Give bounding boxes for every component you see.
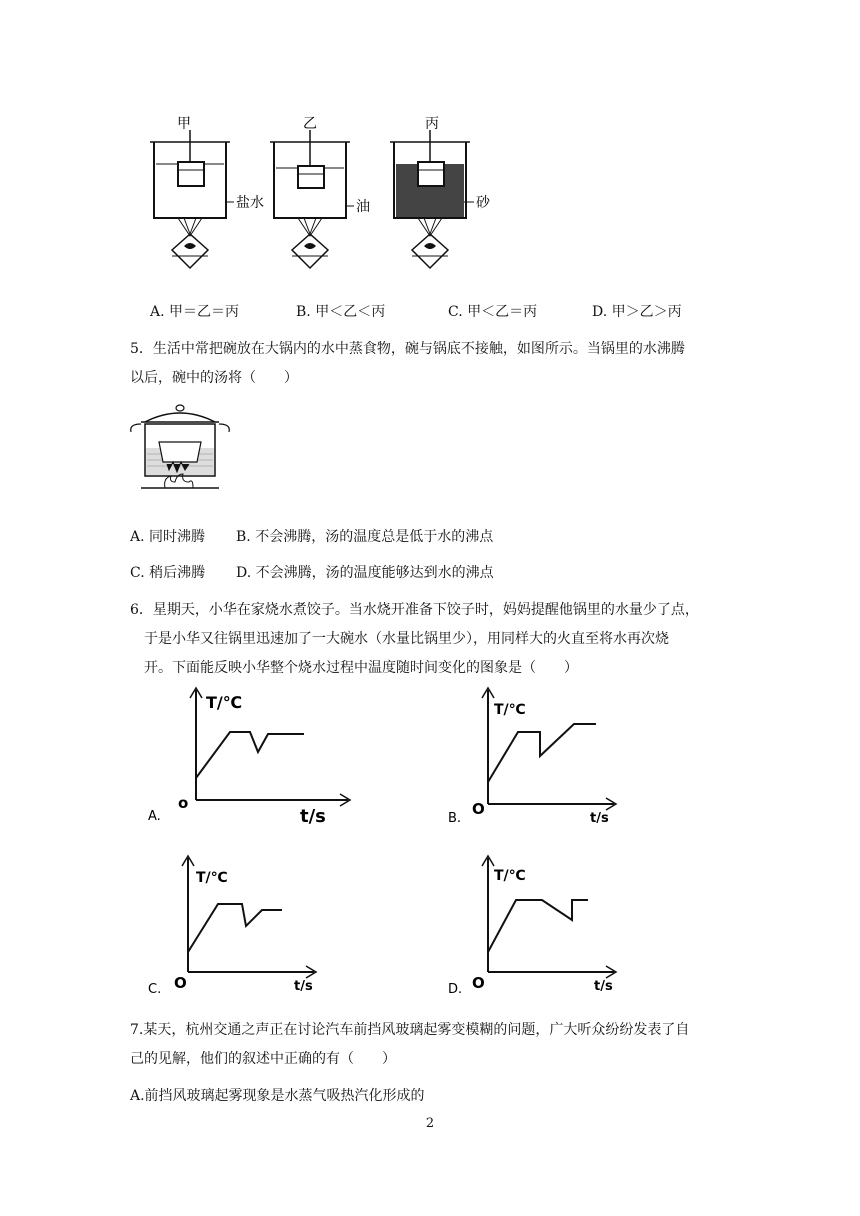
beaker-yi	[270, 116, 370, 268]
graph-c-xlabel: t/s	[294, 979, 313, 994]
q4-option-c: C. 甲＜乙＝丙	[448, 304, 538, 320]
q5-line-2: 以后，碗中的汤将（ ）	[130, 370, 298, 386]
q5-pot-figure	[125, 402, 235, 498]
graph-b-origin: O	[472, 800, 485, 818]
q4-beaker-figure	[140, 110, 500, 275]
graph-d-ylabel: T/℃	[494, 868, 526, 884]
graph-a-letter: A.	[148, 809, 161, 824]
q5-option-d: D. 不会沸腾，汤的温度能够达到水的沸点	[236, 565, 494, 581]
graph-a-origin: o	[178, 794, 189, 812]
graph-d-xlabel: t/s	[594, 979, 613, 994]
q6-graph-a	[140, 680, 380, 830]
q6-line-1: 6．星期天，小华在家烧水煮饺子。当水烧开准备下饺子时，妈妈提醒他锅里的水量少了点，	[130, 602, 699, 618]
liquid-label-sha: 砂	[476, 195, 490, 211]
q7-line-2: 己的见解，他们的叙述中正确的有（ ）	[130, 1051, 396, 1067]
q5-stem	[130, 335, 730, 393]
q6-line-2: 于是小华又往锅里迅速加了一大碗水（水量比锅里少），用同样大的火直至将水再次烧	[144, 631, 669, 647]
q7-stem	[130, 1016, 730, 1074]
q6-graph-b	[440, 680, 680, 830]
graph-d-letter: D.	[448, 982, 463, 997]
q4-option-b: B. 甲＜乙＜丙	[296, 304, 386, 320]
q6-graph-d	[440, 848, 680, 998]
graph-c-ylabel: T/℃	[196, 870, 228, 886]
graph-b-xlabel: t/s	[590, 811, 609, 826]
graph-a-ylabel: T/℃	[206, 693, 243, 712]
q4-option-d: D. 甲＞乙＞丙	[592, 304, 682, 320]
liquid-label-yanshui: 盐水	[236, 195, 264, 211]
q6-graph-c	[140, 848, 380, 998]
q6-line-3: 开。下面能反映小华整个烧水过程中温度随时间变化的图象是（ ）	[144, 660, 578, 676]
graph-d-origin: O	[472, 974, 485, 992]
liquid-label-you: 油	[356, 199, 370, 215]
q5-option-a: A. 同时沸腾	[130, 529, 206, 545]
graph-a-xlabel: t/s	[300, 806, 326, 827]
page-number: 2	[425, 1116, 435, 1131]
q5-option-c: C. 稍后沸腾	[130, 565, 206, 581]
q5-option-b: B. 不会沸腾，汤的温度总是低于水的沸点	[236, 529, 494, 545]
beaker-label-bing: 丙	[425, 116, 439, 132]
q7-line-1: 7.某天，杭州交通之声正在讨论汽车前挡风玻璃起雾变模糊的问题，广大听众纷纷发表了自	[130, 1022, 690, 1038]
q5-line-1: 5．生活中常把碗放在大锅内的水中蒸食物，碗与锅底不接触，如图所示。当锅里的水沸腾	[130, 341, 685, 357]
graph-a-curve	[196, 732, 304, 778]
graph-c-letter: C.	[148, 982, 162, 997]
q6-stem	[130, 596, 730, 683]
graph-b-ylabel: T/℃	[494, 702, 526, 718]
graph-c-origin: O	[174, 974, 187, 992]
graph-c-curve	[188, 904, 282, 952]
q4-option-a: A. 甲＝乙＝丙	[150, 304, 240, 320]
beaker-jia	[150, 116, 264, 268]
graph-d-curve	[488, 900, 588, 952]
beaker-bing	[390, 116, 491, 268]
graph-b-letter: B.	[448, 811, 462, 826]
q7-option-a: A.前挡风玻璃起雾现象是水蒸气吸热汽化形成的	[130, 1088, 425, 1104]
beaker-label-yi: 乙	[303, 116, 317, 132]
beaker-label-jia: 甲	[177, 116, 191, 132]
graph-b-curve	[488, 724, 596, 782]
